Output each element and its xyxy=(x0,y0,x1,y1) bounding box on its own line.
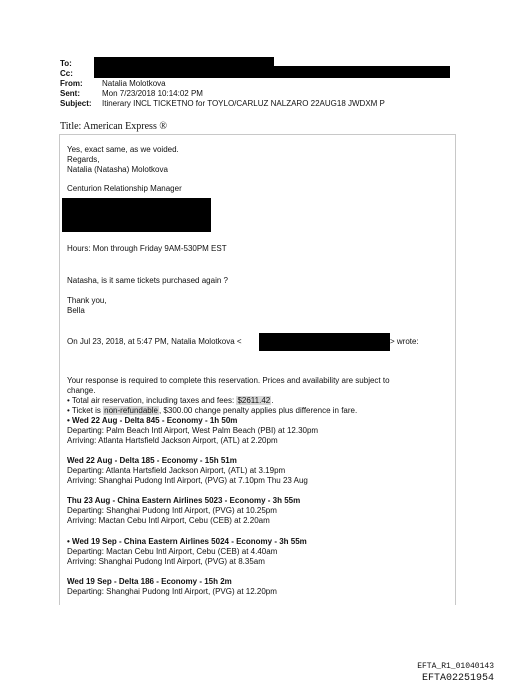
segment-1-head-text: Wed 22 Aug - Delta 845 - Economy - 1h 50m xyxy=(72,416,238,425)
cc-label: Cc: xyxy=(60,69,73,78)
segment-3-head: Thu 23 Aug - China Eastern Airlines 5023 - Economy - 3h 55m xyxy=(67,496,301,505)
segment-2-arriving: Arriving: Shanghai Pudong Intl Airport, (PVG) at 7.10pm Thu 23 Aug xyxy=(67,476,308,485)
response-line-1: Your response is required to complete this reservation. Prices and availability are subject to xyxy=(67,376,390,385)
subject-value: Itinerary INCL TICKETNO for TOYLO/CARLUZ NALZARO 22AUG18 JWDXM P xyxy=(102,99,385,108)
total-amount: $2611.42 xyxy=(237,396,271,405)
bullet-ticket-post: , $300.00 change penalty applies plus difference in fare. xyxy=(158,406,358,415)
signature-name: Bella xyxy=(67,306,85,315)
question-line: Natasha, is it same tickets purchased again ? xyxy=(67,276,228,285)
bullet-total-text: Total air reservation, including taxes and fees: xyxy=(71,396,237,405)
sent-label: Sent: xyxy=(60,89,80,98)
bullet-dot-4: • xyxy=(67,537,73,546)
bullet-total xyxy=(67,396,273,406)
body-line-3: Natalia (Natasha) Molotkova xyxy=(67,165,168,174)
bullet-dot-2: • xyxy=(67,406,72,415)
bullet-dot-1: • xyxy=(67,396,72,405)
segment-1-arriving: Arriving: Atlanta Hartsfield Jackson Airport, (ATL) at 2.20pm xyxy=(67,436,278,445)
redaction-cc xyxy=(94,66,450,78)
segment-1-head xyxy=(67,416,237,426)
segment-5-head: Wed 19 Sep - Delta 186 - Economy - 15h 2m xyxy=(67,577,232,586)
redaction-signature xyxy=(62,198,211,232)
segment-4-departing: Departing: Mactan Cebu Intl Airport, Cebu (CEB) at 4.40am xyxy=(67,547,278,556)
footer-id-1: EFTA_R1_01040143 xyxy=(417,662,494,671)
document-title: Title: American Express ® xyxy=(60,121,167,132)
body-line-4: Centurion Relationship Manager xyxy=(67,184,182,193)
segment-3-departing: Departing: Shanghai Pudong Intl Airport, (PVG) at 10.25pm xyxy=(67,506,277,515)
sent-value: Mon 7/23/2018 10:14:02 PM xyxy=(102,89,203,98)
segment-2-head: Wed 22 Aug - Delta 185 - Economy - 15h 51m xyxy=(67,456,237,465)
footer-id-2: EFTA02251954 xyxy=(421,673,494,684)
redaction-email xyxy=(259,333,390,351)
quote-suffix: > wrote: xyxy=(390,337,419,346)
from-value: Natalia Molotkova xyxy=(102,79,166,88)
non-refundable-highlight: non-refundable xyxy=(104,406,158,415)
body-line-2: Regards, xyxy=(67,155,100,164)
segment-4-arriving: Arriving: Shanghai Pudong Intl Airport, (PVG) at 8.35am xyxy=(67,557,265,566)
bullet-ticket xyxy=(67,406,357,416)
redaction-to xyxy=(94,57,274,66)
subject-label: Subject: xyxy=(60,99,92,108)
bullet-dot-3: • xyxy=(67,416,73,425)
segment-4-head xyxy=(67,537,307,547)
bullet-total-end: . xyxy=(271,396,274,405)
quote-prefix: On Jul 23, 2018, at 5:47 PM, Natalia Molotkova < xyxy=(67,337,242,346)
segment-4-head-text: Wed 19 Sep - China Eastern Airlines 5024 - Economy - 3h 55m xyxy=(72,537,307,546)
segment-5-departing: Departing: Shanghai Pudong Intl Airport, (PVG) at 12.20pm xyxy=(67,587,277,596)
segment-2-departing: Departing: Atlanta Hartsfield Jackson Airport, (ATL) at 3.19pm xyxy=(67,466,286,475)
to-label: To: xyxy=(60,59,72,68)
body-line-1: Yes, exact same, as we voided. xyxy=(67,145,179,154)
bullet-ticket-pre: Ticket is xyxy=(71,406,104,415)
segment-1-departing: Departing: Palm Beach Intl Airport, West Palm Beach (PBI) at 12.30pm xyxy=(67,426,319,435)
thanks-line: Thank you, xyxy=(67,296,107,305)
response-line-2: change. xyxy=(67,386,96,395)
hours-line: Hours: Mon through Friday 9AM-530PM EST xyxy=(67,244,227,253)
segment-3-arriving: Arriving: Mactan Cebu Intl Airport, Cebu (CEB) at 2.20am xyxy=(67,516,270,525)
from-label: From: xyxy=(60,79,83,88)
